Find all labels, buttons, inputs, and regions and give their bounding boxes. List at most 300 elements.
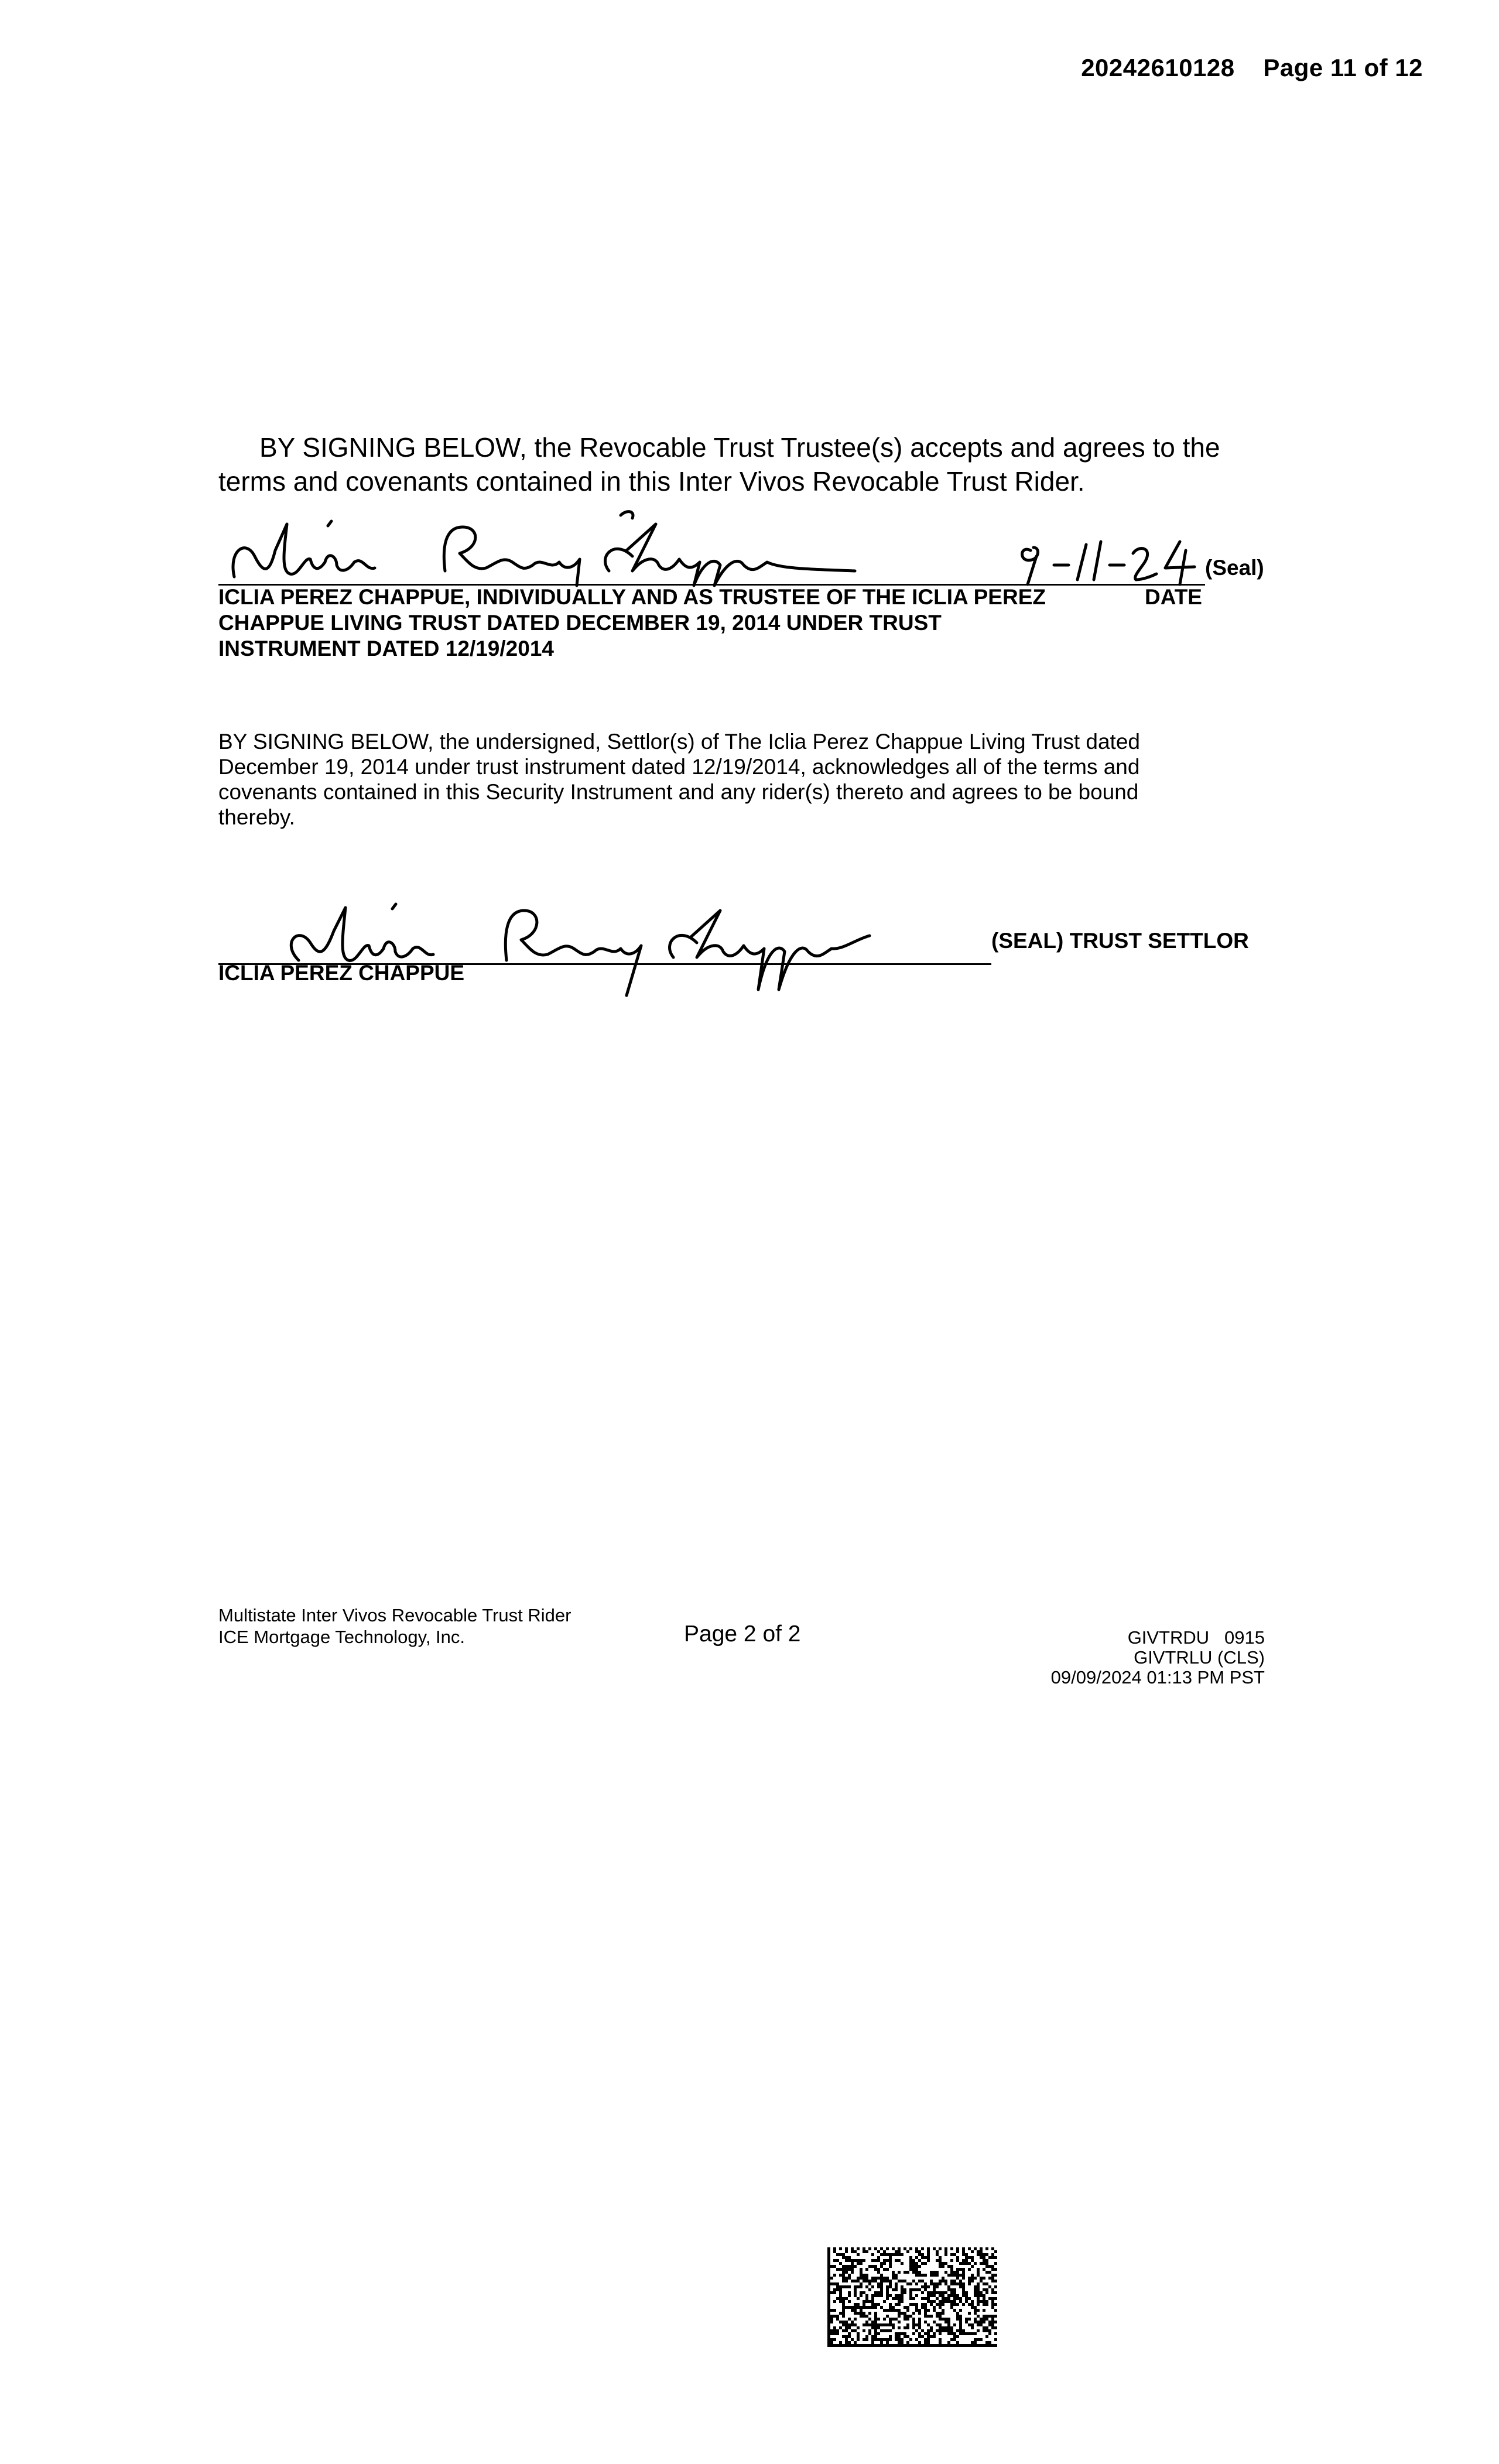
barcode-module [854, 2250, 857, 2253]
barcode-module [827, 2335, 830, 2338]
settlor-paragraph-line-4: thereby. [218, 805, 295, 829]
barcode-module [874, 2332, 877, 2335]
barcode-module [985, 2262, 988, 2265]
barcode-module [942, 2318, 944, 2321]
barcode-module [883, 2250, 886, 2253]
barcode-module [912, 2321, 915, 2323]
barcode-module [827, 2285, 830, 2288]
page-header [1067, 26, 1423, 82]
barcode-module [842, 2306, 845, 2309]
barcode-module [971, 2265, 974, 2268]
barcode-module [962, 2291, 965, 2294]
barcode-module [874, 2312, 877, 2315]
barcode-module [942, 2312, 944, 2315]
barcode-module [892, 2274, 895, 2277]
barcode-module [959, 2326, 962, 2329]
barcode-module [874, 2265, 877, 2268]
barcode-module [827, 2262, 830, 2265]
barcode-module [924, 2341, 927, 2344]
barcode-module [988, 2277, 991, 2280]
barcode-module [839, 2288, 842, 2291]
barcode-module [959, 2315, 962, 2318]
barcode-module [877, 2338, 880, 2341]
barcode-module [906, 2323, 909, 2326]
barcode-module [927, 2338, 930, 2341]
barcode-module [848, 2335, 851, 2338]
barcode-module [965, 2332, 968, 2335]
barcode-module [974, 2277, 977, 2280]
barcode-module [912, 2344, 915, 2347]
barcode-module [877, 2268, 880, 2271]
barcode-module [898, 2341, 901, 2344]
barcode-module [883, 2277, 886, 2280]
barcode-module [953, 2271, 956, 2274]
barcode-module [930, 2303, 933, 2306]
barcode-module [860, 2268, 863, 2271]
barcode-module [971, 2323, 974, 2326]
barcode-module [942, 2329, 944, 2332]
barcode-module [842, 2277, 845, 2280]
barcode-module [927, 2309, 930, 2312]
barcode-module [889, 2294, 892, 2297]
barcode-module [927, 2297, 930, 2300]
barcode-module [965, 2253, 968, 2256]
barcode-module [874, 2294, 877, 2297]
barcode-module [874, 2280, 877, 2282]
barcode-module [889, 2259, 892, 2262]
barcode-module [892, 2253, 895, 2256]
barcode-module [921, 2335, 924, 2338]
barcode-module [842, 2271, 845, 2274]
barcode-module [883, 2300, 886, 2303]
footer-page-number: Page 2 of 2 [684, 1621, 801, 1647]
barcode-module [977, 2329, 980, 2332]
barcode-module [901, 2300, 903, 2303]
barcode-module [880, 2338, 883, 2341]
barcode-module [842, 2344, 845, 2347]
barcode-module [912, 2288, 915, 2291]
barcode-module [889, 2344, 892, 2347]
signer-name-line-1: ICLIA PEREZ CHAPPUE, INDIVIDUALLY AND AS TRUSTEE OF THE ICLIA PEREZ [218, 585, 1046, 609]
barcode-module [924, 2262, 927, 2265]
barcode-module [848, 2306, 851, 2309]
barcode-module [930, 2335, 933, 2338]
barcode-module [886, 2338, 889, 2341]
barcode-module [827, 2344, 830, 2347]
barcode-module [860, 2271, 863, 2274]
barcode-module [988, 2315, 991, 2318]
barcode-module [927, 2344, 930, 2347]
barcode-module [980, 2294, 983, 2297]
barcode-module [991, 2344, 994, 2347]
barcode-module [871, 2280, 874, 2282]
barcode-module [974, 2294, 977, 2297]
barcode-module [854, 2303, 857, 2306]
barcode-module [903, 2318, 906, 2321]
barcode-module [956, 2329, 959, 2332]
barcode-module [921, 2280, 924, 2282]
barcode-module [863, 2259, 865, 2262]
barcode-module [877, 2277, 880, 2280]
barcode-module [985, 2326, 988, 2329]
barcode-module [865, 2315, 868, 2318]
barcode-module [854, 2323, 857, 2326]
barcode-module [977, 2303, 980, 2306]
barcode-module [983, 2329, 985, 2332]
barcode-module [994, 2332, 997, 2335]
barcode-module [994, 2303, 997, 2306]
barcode-module [983, 2282, 985, 2285]
barcode-module [933, 2321, 936, 2323]
barcode-module [962, 2277, 965, 2280]
barcode-module [836, 2344, 839, 2347]
barcode-module [947, 2344, 950, 2347]
barcode-module [933, 2344, 936, 2347]
barcode-module [909, 2303, 912, 2306]
barcode-module [848, 2294, 851, 2297]
barcode-module [833, 2291, 836, 2294]
barcode-module [962, 2250, 965, 2253]
barcode-module [836, 2315, 839, 2318]
barcode-module [921, 2256, 924, 2259]
barcode-module [871, 2303, 874, 2306]
barcode-module [833, 2338, 836, 2341]
barcode-module [871, 2277, 874, 2280]
barcode-module [936, 2282, 939, 2285]
barcode-module [965, 2262, 968, 2265]
barcode-module [886, 2341, 889, 2344]
barcode-module [939, 2280, 942, 2282]
barcode-module [909, 2291, 912, 2294]
barcode-module [877, 2303, 880, 2306]
barcode-module [842, 2323, 845, 2326]
barcode-module [898, 2338, 901, 2341]
barcode-module [903, 2271, 906, 2274]
barcode-module [933, 2285, 936, 2288]
barcode-module [915, 2274, 918, 2277]
barcode-module [848, 2291, 851, 2294]
barcode-module [962, 2262, 965, 2265]
barcode-module [915, 2262, 918, 2265]
barcode-module [912, 2326, 915, 2329]
barcode-module [854, 2294, 857, 2297]
barcode-module [918, 2344, 921, 2347]
barcode-module [912, 2312, 915, 2315]
barcode-module [845, 2277, 848, 2280]
barcode-module [848, 2274, 851, 2277]
settlor-acknowledgement-paragraph [218, 729, 1237, 830]
barcode-module [924, 2306, 927, 2309]
barcode-module [959, 2309, 962, 2312]
barcode-module [830, 2344, 833, 2347]
barcode-module [854, 2280, 857, 2282]
barcode-module [939, 2344, 942, 2347]
barcode-module [877, 2271, 880, 2274]
barcode-module [988, 2321, 991, 2323]
barcode-module [983, 2297, 985, 2300]
barcode-module [886, 2294, 889, 2297]
barcode-module [851, 2329, 854, 2332]
trustee-date-label: DATE [1145, 585, 1202, 609]
barcode-module [933, 2335, 936, 2338]
barcode-module [898, 2315, 901, 2318]
barcode-module [965, 2259, 968, 2262]
barcode-module [833, 2288, 836, 2291]
barcode-module [833, 2274, 836, 2277]
barcode-module [877, 2344, 880, 2347]
barcode-module [930, 2344, 933, 2347]
barcode-module [936, 2303, 939, 2306]
barcode-module [901, 2294, 903, 2297]
barcode-module [915, 2323, 918, 2326]
barcode-module [959, 2285, 962, 2288]
barcode-module [827, 2332, 830, 2335]
barcode-module [830, 2277, 833, 2280]
barcode-module [977, 2309, 980, 2312]
barcode-module [991, 2297, 994, 2300]
barcode-module [827, 2259, 830, 2262]
barcode-module [921, 2291, 924, 2294]
barcode-module [939, 2329, 942, 2332]
barcode-module [918, 2250, 921, 2253]
barcode-module [827, 2268, 830, 2271]
barcode-module [883, 2268, 886, 2271]
barcode-module [868, 2318, 871, 2321]
footer-timestamp: 09/09/2024 01:13 PM PST [1050, 1667, 1265, 1688]
barcode-module [860, 2285, 863, 2288]
barcode-module [965, 2256, 968, 2259]
barcode-module [863, 2247, 865, 2250]
barcode-module [985, 2291, 988, 2294]
barcode-module [933, 2332, 936, 2335]
barcode-module [939, 2306, 942, 2309]
barcode-module [851, 2262, 854, 2265]
barcode-module [977, 2250, 980, 2253]
barcode-module [827, 2297, 830, 2300]
barcode-module [974, 2306, 977, 2309]
barcode-module [983, 2318, 985, 2321]
barcode-module [977, 2285, 980, 2288]
barcode-module [947, 2321, 950, 2323]
barcode-module [944, 2280, 947, 2282]
barcode-module [860, 2291, 863, 2294]
barcode-module [871, 2338, 874, 2341]
barcode-module [889, 2335, 892, 2338]
barcode-module [953, 2282, 956, 2285]
barcode-module [956, 2318, 959, 2321]
barcode-module [950, 2303, 953, 2306]
barcode-module [980, 2344, 983, 2347]
barcode-module [962, 2332, 965, 2335]
barcode-module [991, 2300, 994, 2303]
barcode-module [868, 2323, 871, 2326]
barcode-module [857, 2338, 860, 2341]
barcode-module [988, 2271, 991, 2274]
barcode-module [903, 2306, 906, 2309]
barcode-module [845, 2285, 848, 2288]
barcode-module [915, 2271, 918, 2274]
barcode-module [977, 2323, 980, 2326]
barcode-module [865, 2297, 868, 2300]
barcode-module [915, 2309, 918, 2312]
barcode-module [924, 2274, 927, 2277]
barcode-module [901, 2285, 903, 2288]
barcode-module [880, 2344, 883, 2347]
barcode-module [939, 2294, 942, 2297]
barcode-module [906, 2309, 909, 2312]
barcode-module [842, 2285, 845, 2288]
barcode-module [839, 2291, 842, 2294]
barcode-module [877, 2326, 880, 2329]
barcode-module [865, 2294, 868, 2297]
barcode-module [895, 2277, 898, 2280]
barcode-module [991, 2326, 994, 2329]
barcode-module [953, 2300, 956, 2303]
barcode-module [971, 2341, 974, 2344]
barcode-module [883, 2329, 886, 2332]
barcode-module [924, 2321, 927, 2323]
barcode-module [901, 2341, 903, 2344]
barcode-module [886, 2344, 889, 2347]
barcode-module [901, 2332, 903, 2335]
barcode-module [968, 2262, 971, 2265]
barcode-module [933, 2306, 936, 2309]
barcode-module [868, 2280, 871, 2282]
barcode-module [994, 2274, 997, 2277]
barcode-module [927, 2259, 930, 2262]
barcode-module [944, 2329, 947, 2332]
barcode-module [983, 2326, 985, 2329]
barcode-module [936, 2253, 939, 2256]
barcode-module [871, 2297, 874, 2300]
barcode-module [950, 2271, 953, 2274]
barcode-module [936, 2250, 939, 2253]
barcode-module [944, 2247, 947, 2250]
barcode-module [974, 2344, 977, 2347]
barcode-module [915, 2338, 918, 2341]
barcode-module [953, 2291, 956, 2294]
barcode-module [980, 2250, 983, 2253]
barcode-module [985, 2265, 988, 2268]
barcode-module [889, 2329, 892, 2332]
barcode-module [944, 2262, 947, 2265]
barcode-module [991, 2277, 994, 2280]
footer-code-2: GIVTRLU (CLS) [1134, 1647, 1265, 1668]
barcode-module [956, 2341, 959, 2344]
barcode-module [877, 2285, 880, 2288]
barcode-module [827, 2329, 830, 2332]
barcode-module [991, 2321, 994, 2323]
barcode-module [901, 2262, 903, 2265]
barcode-module [871, 2344, 874, 2347]
barcode-module [854, 2306, 857, 2309]
barcode-module [980, 2318, 983, 2321]
settlor-paragraph-line-1: BY SIGNING BELOW, the undersigned, Settlor(s) of The Iclia Perez Chappue Living Trust dated [218, 730, 1140, 754]
barcode-module [930, 2274, 933, 2277]
barcode-module [909, 2259, 912, 2262]
barcode-module [845, 2268, 848, 2271]
barcode-module [918, 2332, 921, 2335]
barcode-module [974, 2312, 977, 2315]
barcode-module [991, 2323, 994, 2326]
barcode-module [980, 2253, 983, 2256]
barcode-module [836, 2282, 839, 2285]
barcode-module [912, 2259, 915, 2262]
barcode-module [980, 2291, 983, 2294]
barcode-module [842, 2297, 845, 2300]
footer-code-1: GIVTRDU 0915 [1127, 1627, 1265, 1648]
barcode-module [830, 2338, 833, 2341]
barcode-module [915, 2282, 918, 2285]
barcode-module [959, 2300, 962, 2303]
barcode-module [895, 2338, 898, 2341]
barcode-module [874, 2268, 877, 2271]
barcode-module [936, 2297, 939, 2300]
barcode-module [971, 2300, 974, 2303]
barcode-module [880, 2329, 883, 2332]
barcode-module [915, 2247, 918, 2250]
barcode-module [842, 2268, 845, 2271]
barcode-module [903, 2326, 906, 2329]
barcode-module [924, 2309, 927, 2312]
barcode-module [848, 2268, 851, 2271]
barcode-module [827, 2312, 830, 2315]
barcode-module [857, 2280, 860, 2282]
barcode-module [863, 2277, 865, 2280]
barcode-module [830, 2265, 833, 2268]
barcode-module [895, 2303, 898, 2306]
handwritten-date [1013, 533, 1206, 586]
barcode-module [985, 2282, 988, 2285]
barcode-module [827, 2294, 830, 2297]
barcode-module [962, 2288, 965, 2291]
barcode-module [865, 2323, 868, 2326]
barcode-module [827, 2291, 830, 2294]
barcode-module [895, 2309, 898, 2312]
barcode-module [865, 2274, 868, 2277]
barcode-module [839, 2300, 842, 2303]
barcode-module [863, 2303, 865, 2306]
barcode-module [827, 2274, 830, 2277]
barcode-module [833, 2300, 836, 2303]
barcode-module [950, 2344, 953, 2347]
barcode-module [860, 2282, 863, 2285]
barcode-module [994, 2256, 997, 2259]
barcode-module [968, 2268, 971, 2271]
settlor-paragraph-line-2: December 19, 2014 under trust instrument dated 12/19/2014, acknowledges all of the terms and [218, 755, 1140, 779]
barcode-module [953, 2288, 956, 2291]
barcode-module [918, 2265, 921, 2268]
barcode-module [968, 2323, 971, 2326]
barcode-module [968, 2282, 971, 2285]
barcode-module [924, 2256, 927, 2259]
barcode-module [994, 2344, 997, 2347]
barcode-module [939, 2318, 942, 2321]
settlor-signer-name: ICLIA PEREZ CHAPPUE [218, 961, 465, 985]
barcode-module [965, 2344, 968, 2347]
barcode-module [895, 2294, 898, 2297]
barcode-module [971, 2250, 974, 2253]
barcode-module [898, 2303, 901, 2306]
barcode-module [921, 2274, 924, 2277]
barcode-module [927, 2250, 930, 2253]
barcode-module [977, 2288, 980, 2291]
barcode-module [918, 2323, 921, 2326]
barcode-module [985, 2344, 988, 2347]
barcode-module [865, 2268, 868, 2271]
barcode-module [906, 2250, 909, 2253]
barcode-module [895, 2344, 898, 2347]
